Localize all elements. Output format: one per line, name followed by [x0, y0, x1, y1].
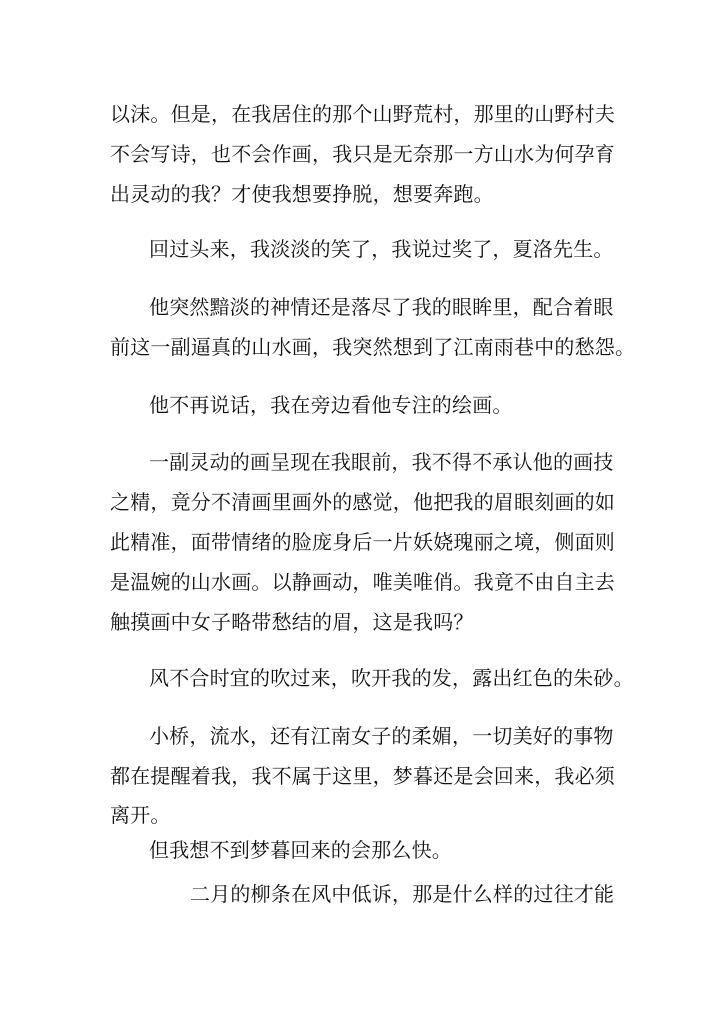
text-line: 是温婉的山水画。以静画动，唯美唯俏。我竟不由自主去: [110, 570, 615, 594]
text-line: 一副灵动的画呈现在我眼前，我不得不承认他的画技: [149, 450, 614, 474]
text-line: 回过头来，我淡淡的笑了，我说过奖了，夏洛先生。: [149, 237, 614, 261]
text-line: 都在提醒着我，我不属于这里，梦暮还是会回来，我必须: [110, 764, 615, 788]
text-line: 触摸画中女子略带愁结的眉，这是我吗？: [110, 610, 474, 634]
text-line: 此精准，面带情绪的脸庞身后一片妖娆瑰丽之境，侧面则: [110, 530, 615, 554]
text-line: 但我想不到梦暮回来的会那么快。: [149, 838, 452, 862]
text-line: 小桥，流水，还有江南女子的柔媚，一切美好的事物: [149, 724, 614, 748]
text-line: 离开。: [110, 803, 171, 827]
text-line: 前这一副逼真的山水画，我突然想到了江南雨巷中的愁怨。: [110, 335, 636, 359]
text-line: 他突然黯淡的神情还是落尽了我的眼眸里，配合着眼: [149, 295, 614, 319]
text-line: 风不合时宜的吹过来，吹开我的发，露出红色的朱砂。: [149, 666, 634, 690]
text-line: 不会写诗，也不会作画，我只是无奈那一方山水为何孕育: [110, 142, 615, 166]
text-line: 出灵动的我？才使我想要挣脱，想要奔跑。: [110, 182, 494, 206]
text-line: 之精，竟分不清画里画外的感觉，他把我的眉眼刻画的如: [110, 490, 615, 514]
text-line: 他不再说话，我在旁边看他专注的绘画。: [149, 393, 513, 417]
text-line: 二月的柳条在风中低诉，那是什么样的过往才能: [190, 882, 615, 906]
text-line: 以沫。但是，在我居住的那个山野荒村，那里的山野村夫: [110, 102, 615, 126]
